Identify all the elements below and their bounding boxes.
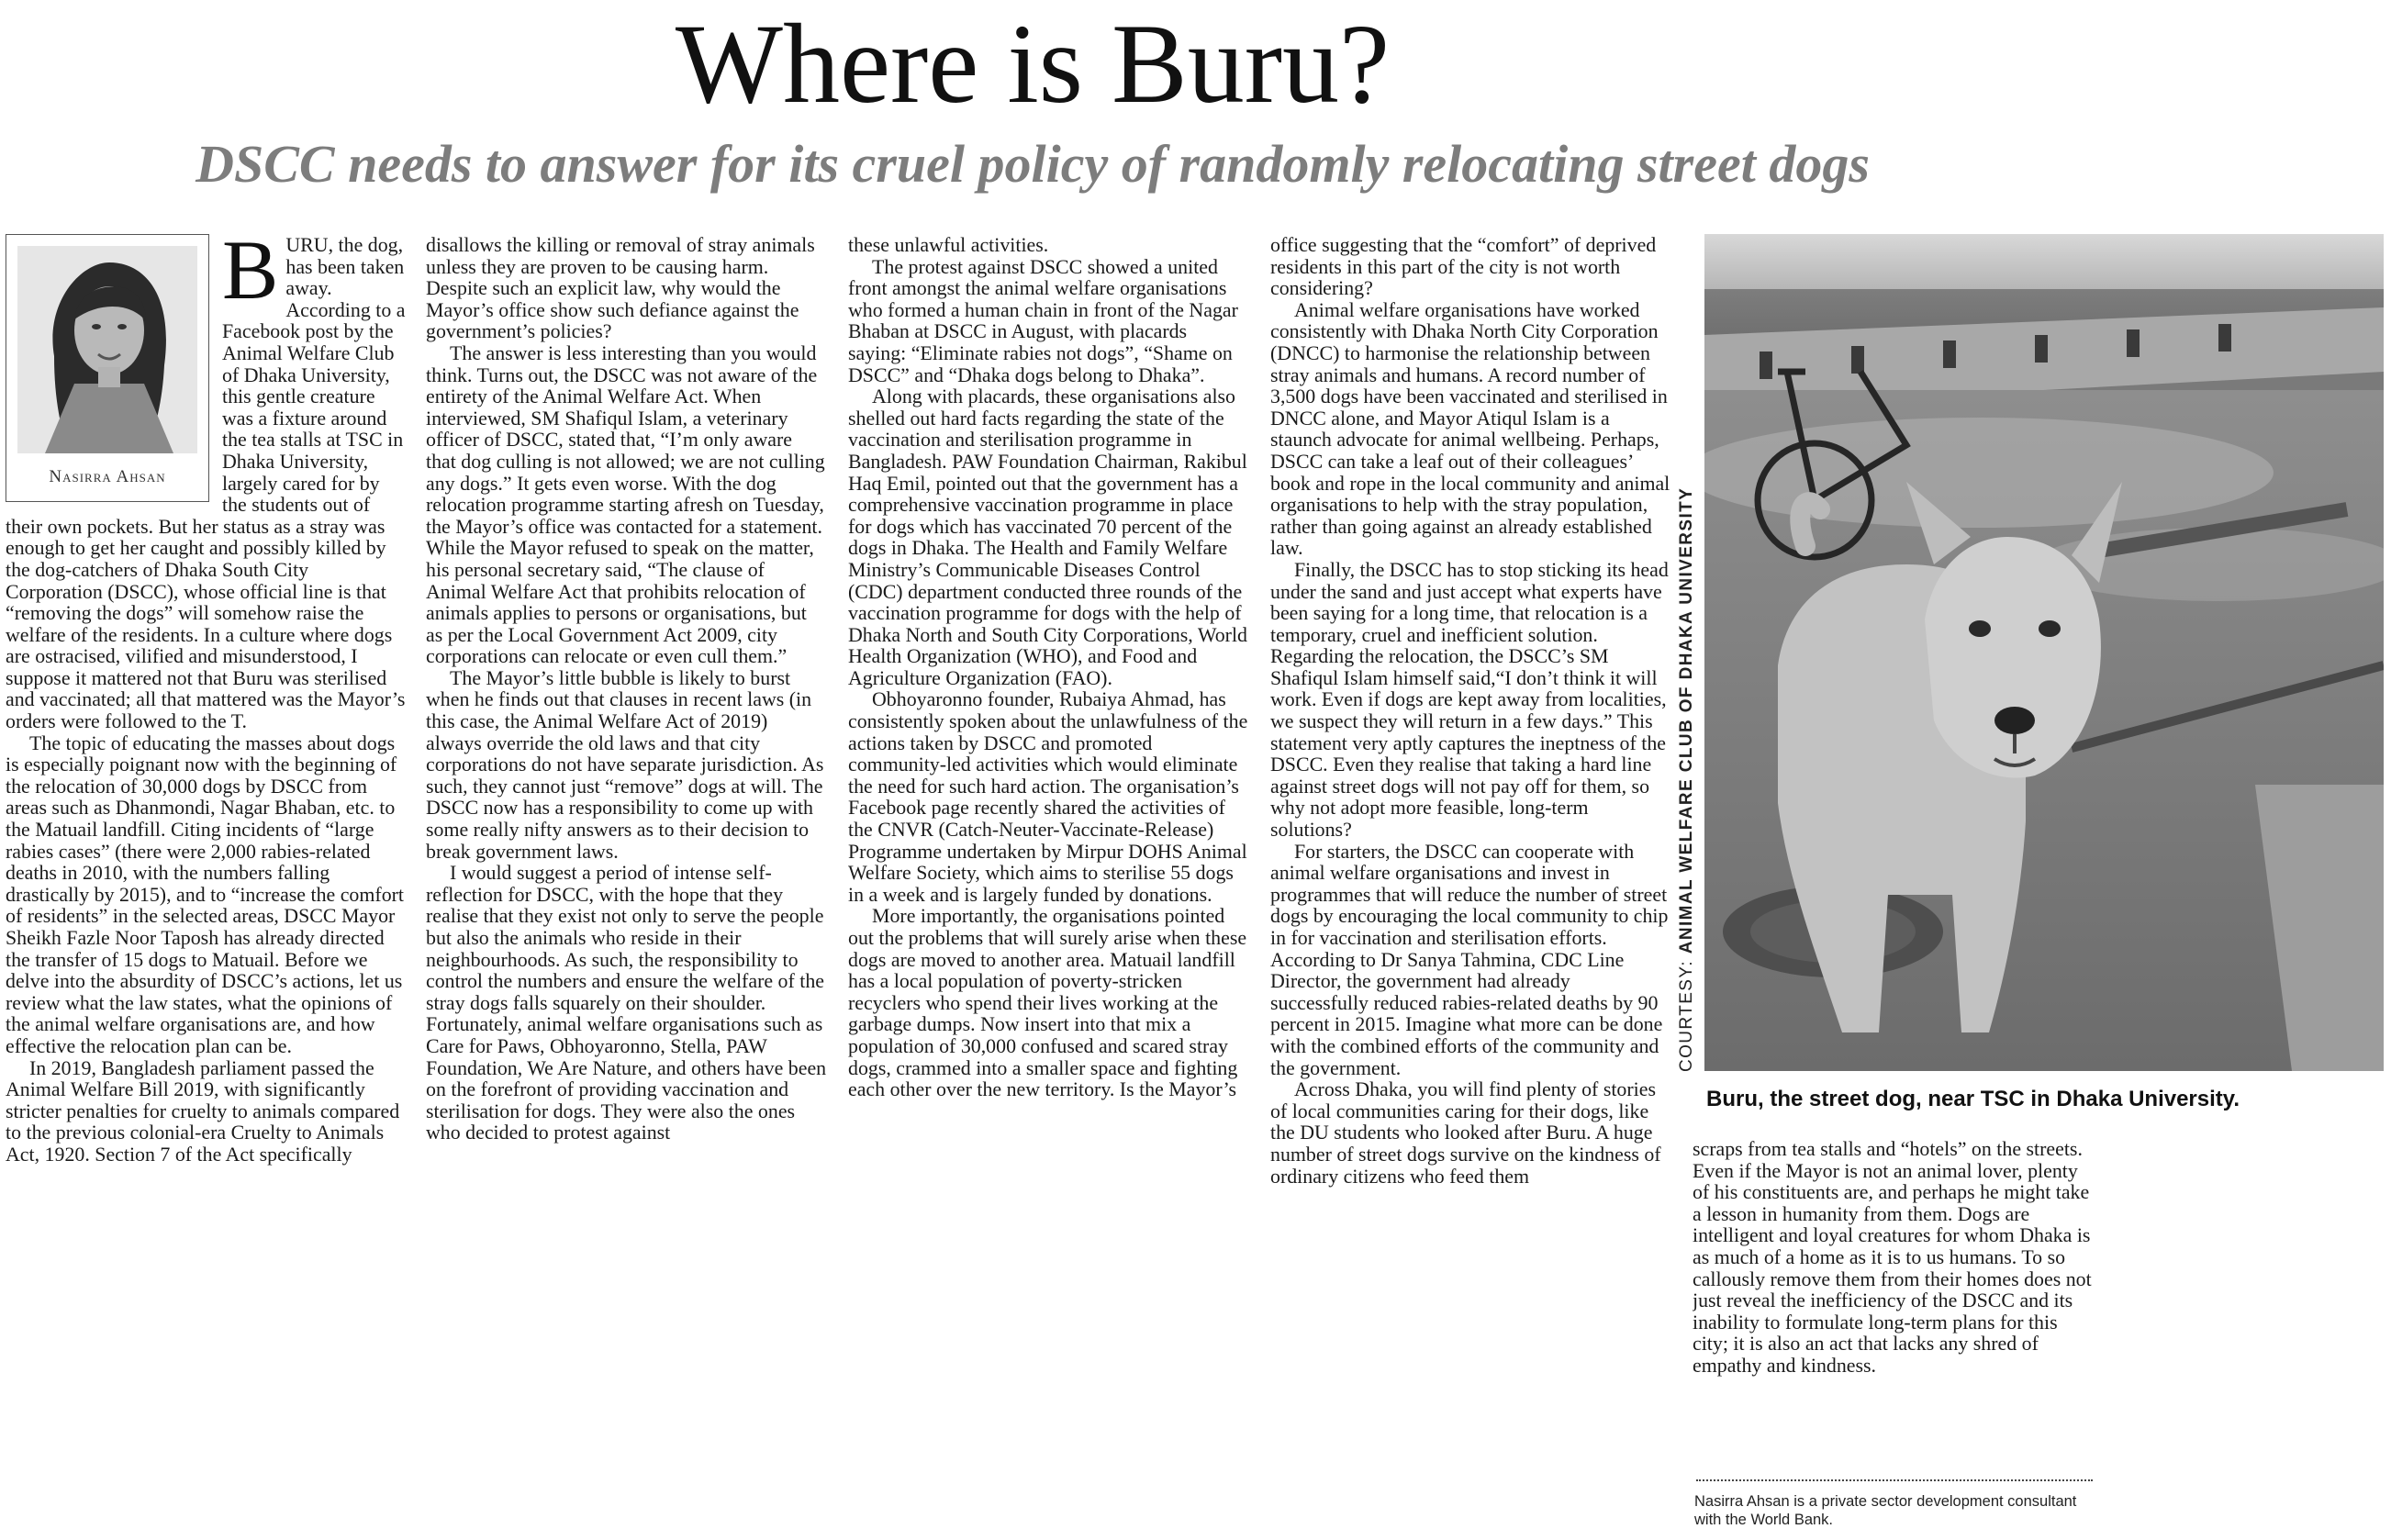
article-column-4 [1270,234,1671,1537]
divider [1696,1479,2093,1481]
paragraph: More importantly, the organisations pointed out the problems that will surely arise when these dogs are moved to another area. Matuail landfill has a local population of poverty-stricken recyclers who spend their lives working at the garbage dumps. Now insert into that mix a population of 30,000 confused and scared stray dogs, crammed into a smaller space and fighting each other over the new territory. Is the Mayor’s [848,904,1247,1101]
paragraph: The topic of educating the masses about dogs is especially poignant now with the beginning of the relocation of 30,000 dogs by DSCC from areas such as Dhanmondi, Nagar Bhaban, etc. to the Matuail landfill. Citing incidents of “large rabies cases” (there were 2,000 rabies-related deaths in 2010, with the numbers falling drastically by 2015), and to “increase the comfort of residents” in the selected areas, DSCC Mayor Sheikh Fazle Noor Taposh has already directed the transfer of 15 dogs to Matuail. Before we delve into the absurdity of DSCC’s actions, let us review what the law states, what the opinions of the animal welfare organisations are, and how effective the relocation plan can be. [6,731,405,1057]
article-column-3 [848,234,1249,1537]
paragraph: The answer is less interesting than you would think. Turns out, the DSCC was not aware of the entirety of the Animal Welfare Act. When interviewed, SM Shafiqul Islam, a veterinary officer of DSCC, stated that, “I’m only aware that dog culling is not allowed; we are not culling any dogs.” It gets even worse. With the dog relocation programme starting afresh on Tuesday, the Mayor’s office was contacted for a statement. While the Mayor refused to speak on the matter, his personal secretary said, “The clause of Animal Welfare Act that prohibits relocation of animals applies to persons or organisations, but as per the Local Government Act 2009, city corporations can relocate or even cull them.” [426,340,825,668]
paragraph: For starters, the DSCC can cooperate with animal welfare organisations and invest in programmes that will reduce the number of street dogs by encouraging the local community to chip in for vaccination and sterilisation efforts. According to Dr Sanya Tahmina, CDC Line Director, the government had already successfully reduced rabies-related deaths by 90 percent in 2015. Imagine what more can be done with the combined efforts of the community and the government. [1270,839,1669,1079]
paragraph: these unlawful activities. [848,234,1049,256]
paragraph: disallows the killing or removal of stray animals unless they are proven to be causing harm. Despite such an explicit law, why would the Mayor’s office show such defiance against the government’s policies? [426,234,815,343]
article-column-1 [6,234,408,1537]
paragraph: I would suggest a period of intense self-reflection for DSCC, with the hope that they realise that they exist not only to serve the people but also the animals who reside in their neighbourhoods. As such, the responsibility to control the numbers and ensure the welfare of the stray dogs falls squarely on their shoulder. Fortunately, animal welfare organisations such as Care for Paws, Obhoyaronno, Stella, PAW Foundation, We Are Nature, and others have been on the forefront of providing vaccination and sterilisation for dogs. They were also the ones who decided to protest against [426,861,827,1144]
author-name: Nasirra Ahsan [49,467,166,487]
photo-credit-source: ANIMAL WELFARE CLUB OF DHAKA UNIVERSITY [1677,486,1696,954]
paragraph: The Mayor’s little bubble is likely to burst when he finds out that clauses in recent laws (in this case, the Animal Welfare Act of 2019) always override the old laws and that city corporations do not have separate jurisdiction. As such, they cannot just “remove” dogs at will. The DSCC now has a responsibility to come up with some really nifty answers as to their decision to break government laws. [426,665,824,863]
paragraph: In 2019, Bangladesh parliament passed the Animal Welfare Bill 2019, with significantly stricter penalties for cruelty to animals compared to the previous colonial-era Cruelty to Animals Act, 1920. Section 7 of the Act specifically [6,1055,400,1166]
paragraph: office suggesting that the “comfort” of deprived residents in this part of the city is not worth considering? [1270,234,1657,300]
paragraph: The protest against DSCC showed a united front amongst the animal welfare organisations who formed a human chain in front of the Nagar Bhaban at DSCC in August, with placards saying: “Eliminate rabies not dogs”, “Shame on DSCC” and “Dhaka dogs belong to Dhaka”. [848,254,1238,386]
paragraph: Along with placards, these organisations also shelled out hard facts regarding the state of the vaccination and sterilisation programme in Bangladesh. PAW Foundation Chairman, Rakibul Haq Emil, pointed out that the government has a comprehensive vaccination programme in place for dogs which has vaccinated 70 percent of the dogs in Dhaka. The Health and Family Welfare Ministry’s Communicable Diseases Control (CDC) department conducted three rounds of the vaccination programme for dogs with the help of Dhaka North and South City Corporations, World Health Organization (WHO), and Food and Agriculture Organization (FAO). [848,385,1248,689]
headline: Where is Buru? [675,1,1391,127]
dog-photo [1704,234,2384,1071]
paragraph: Finally, the DSCC has to stop sticking its head under the sand and just accept what experts have been saying for a long time, that relocation is a temporary, cruel and inefficient solution. Regarding the relocation, the DSCC’s SM Shafiqul Islam himself said,“I don’t think it will work. Even if dogs are kept away from localities, we suspect they will return in a few days.” This statement very aptly captures the ineptness of the DSCC. Even they realise that taking a hard line against street dogs will not pay off for them, so why not adopt more feasible, long-term solutions? [1270,557,1669,842]
author-photo [17,246,197,453]
photo-credit [1674,486,1700,1072]
paragraph: URU, the dog, has been taken away. According to a Facebook post by the Animal Welfare Club of Dhaka University, this gentle creature was a fixture around the tea stalls at TSC in Dhaka University, largely cared for by the students out of their own pockets. But her status as a stray was enough to get her caught and possibly killed by the dog-catchers of Dhaka South City Corporation (DSCC), whose official line is that “removing the dogs” will somehow raise the welfare of the residents. In a culture where dogs are ostracised, vilified and misunderstood, I suppose it mattered not that Buru was sterilised and vaccinated; all that mattered was the Mayor’s orders were followed to the T. [6,234,406,733]
article-column-2 [426,234,827,1537]
article-column-5 [1693,1138,2096,1464]
author-note: Nasirra Ahsan is a private sector development consultant with the World Bank. [1694,1493,2077,1528]
paragraph: Obhoyaronno founder, Rubaiya Ahmad, has consistently spoken about the unlawfulness of the actions taken by DSCC and promoted community-led activities which would eliminate the need for such hard action. The organisation’s Facebook page recently shared the activities of the CNVR (Catch-Neuter-Vaccinate-Release) Programme undertaken by Mirpur DOHS Animal Welfare Society, which aims to sterilise 55 dogs in a week and is largely funded by donations. [848,687,1248,906]
photo-credit-prefix: COURTESY: [1677,954,1696,1072]
subheadline: DSCC needs to answer for its cruel policy of randomly relocating street dogs [196,134,1870,194]
drop-cap: B [222,234,279,317]
author-box [6,234,209,502]
paragraph: Across Dhaka, you will find plenty of stories of local communities caring for their dogs, like the DU students who looked after Buru. A huge number of street dogs survive on the kindness of ordinary citizens who feed them [1270,1077,1661,1188]
paragraph: Animal welfare organisations have worked consistently with Dhaka North City Corporation (DNCC) to harmonise the relationship between stray animals and humans. A record number of 3,500 dogs have been vaccinated and sterilised in DNCC alone, and Mayor Atiqul Islam is a staunch advocate for animal wellbeing. Perhaps, DSCC can take a leaf out of their colleagues’ book and rope in the local community and animal organisations to help with the stray population, rather than going against an already established law. [1270,297,1670,560]
paragraph: scraps from tea stalls and “hotels” on the streets. Even if the Mayor is not an animal lover, plenty of his constituents are, and perhaps he might take a lesson in humanity from them. Dogs are intelligent and loyal creatures for whom Dhaka is as much of a home as it is to us humans. To so callously remove them from their homes does not just reveal the inefficiency of the DSCC and its inability to formulate long-term plans for this city; it is also an act that lacks any shred of empathy and kindness. [1693,1138,2092,1377]
photo-caption: Buru, the street dog, near TSC in Dhaka University. [1706,1087,2240,1111]
